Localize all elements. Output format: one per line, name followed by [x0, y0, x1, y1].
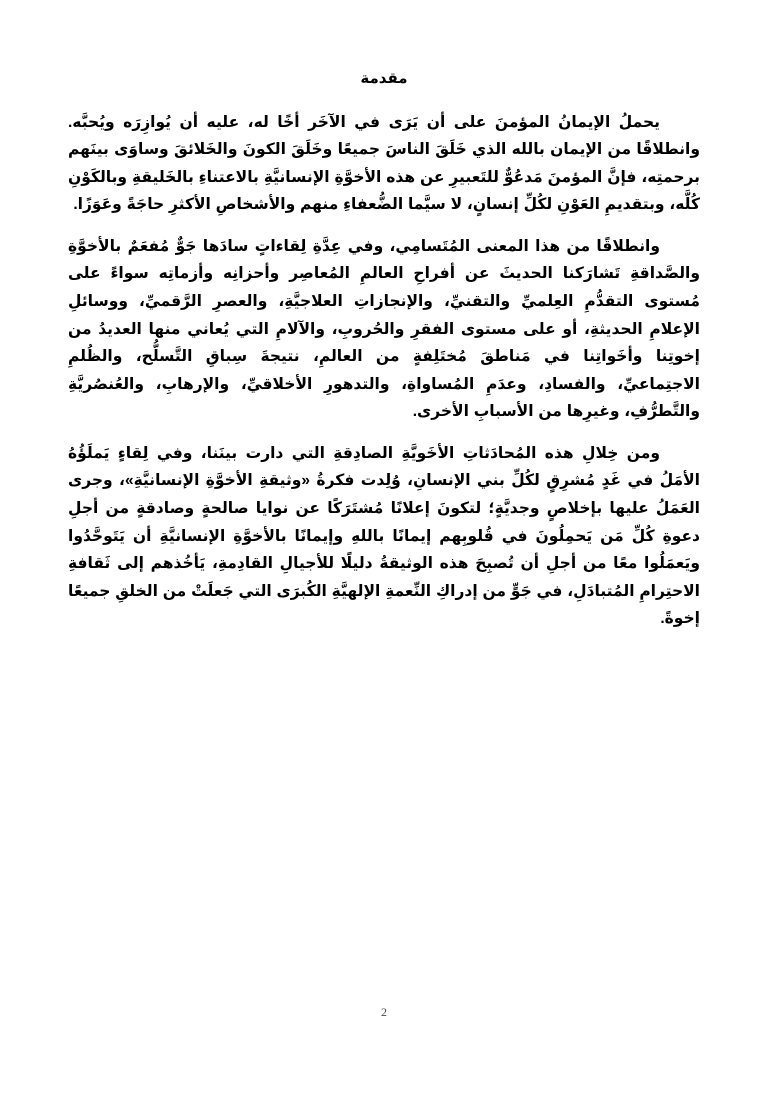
page-body — [68, 68, 700, 633]
page-title: مقدمة — [360, 70, 408, 87]
body-paragraph-1: يحملُ الإيمانُ المؤمنَ على أن يَرَى في الآخَر أخًا له، عليه أن يُوازِرَه ويُحبَّه. وانطلاقًا من الإيمان بالله الذي خَلَقَ الناسَ جميعًا وخَلَقَ الكونَ والخَلائقَ وساوَى بينَهم برحمتِه، فإنَّ المؤمنَ مَدعُوٌّ للتَعبيرِ عن هذه الأخوَّةِ الإنسانيَّةِ بالاعتناءِ بالخَليقةِ وبالكَوْنِ كُلَّه، وبتقديمِ العَوْنِ لكُلِّ إنسانٍ، لا سيَّما الضُّعفاءِ منهم والأشخاصِ الأكثرِ حاجَةً وعَوَزًا. — [68, 113, 700, 214]
body-paragraph-3: ومن خِلالِ هذه المُحادَثاتِ الأخَويَّةِ الصادِقةِ التي دارت بينَنا، وفي لِقاءٍ يَملَؤُهُ الأمَلُ في غَدٍ مُشرِقٍ لكُلِّ بني الإنسانِ، وُلِدت فكرةُ «وثيقةِ الأخوَّةِ الإنسانيَّةِ»، وجرى العَمَلُ عليها بإخلاصٍ وجديَّةٍ؛ لتكونَ إعلانًا مُشتَرَكًا عن نوايا صالحةٍ وصادقةٍ من أجلِ دعوةِ كُلِّ مَن يَحمِلُونَ في قُلوبِهم إيمانًا باللهِ وإيمانًا بالأخوَّةِ الإنسانيَّةِ أن يَتَوحَّدُوا ويَعمَلُوا معًا من أجلِ أن تُصبِحَ هذه الوثيقةُ دليلًا للأجيالِ القادِمةِ، يَأخُذهم إلى ثَقافةِ الاحتِرامِ المُتبادَلِ، في جَوٍّ من إدراكِ النِّعمةِ الإلهيَّةِ الكُبرَى التي جَعلَتْ من الخلقِ جميعًا إخوةً. — [68, 444, 700, 628]
body-paragraph-2: وانطلاقًا من هذا المعنى المُتَسامِي، وفي عِدَّةِ لِقاءاتٍ سادَها جَوٌّ مُفعَمٌ بالأخوَّةِ والصَّداقةِ تَشارَكنا الحديثَ عن أفراحِ العالمِ المُعاصِر وأحزانِه وأزماتِه سواءً على مُستوى التقدُّمِ العِلميِّ والتقنيِّ، والإنجازاتِ العلاجيَّةِ، والعصرِ الرَّقميِّ، ووسائلِ الإعلامِ الحديثةِ، أو على مستوى الفقرِ والحُروبِ، والآلامِ التي يُعاني منها العديدُ من إخوتِنا وأخَواتِنا في مَناطقَ مُختَلِفةٍ من العالمِ، نتيجةَ سِباقِ التَّسلُّح، والظُلمِ الاجتِماعيِّ، والفسادِ، وعدَمِ المُساواةِ، والتدهورِ الأخلاقيِّ، والإرهابِ، والعُنصُريَّةِ والتَّطرُّفِ، وغيرِها من الأسبابِ الأخرى. — [68, 237, 700, 421]
page-number: 2 — [381, 1005, 387, 1019]
